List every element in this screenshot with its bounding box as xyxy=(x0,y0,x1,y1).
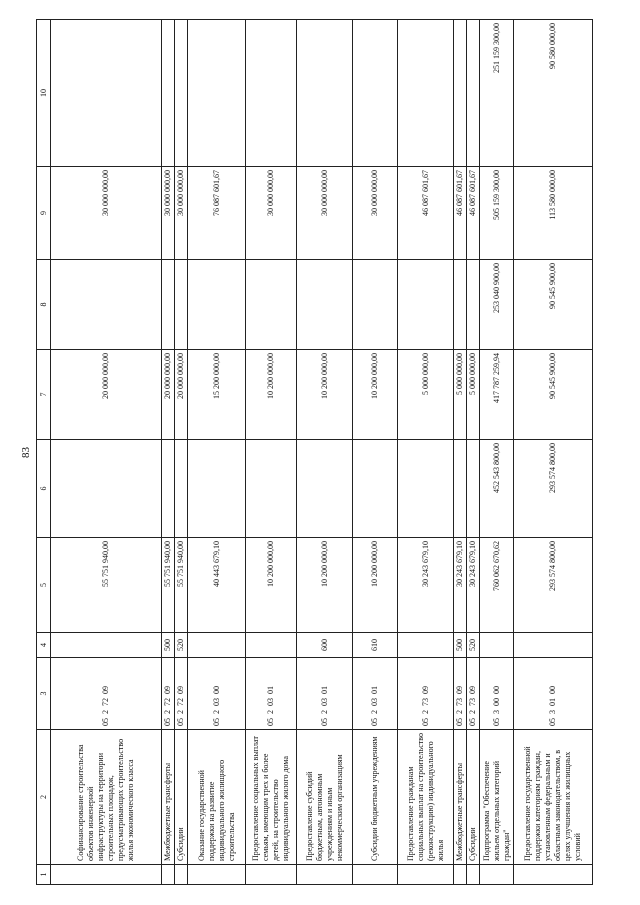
budget-table xyxy=(36,19,593,885)
row-value-cell xyxy=(398,260,454,350)
row-vr-cell: 500 xyxy=(162,633,175,658)
row-value-cell: 20 000 000,00 xyxy=(162,350,175,440)
row-value-cell: 30 000 000,00 xyxy=(162,167,175,260)
row-code-cell: 05 2 73 09 xyxy=(454,658,467,730)
row-vr-cell xyxy=(514,633,593,658)
row-name-cell: Межбюджетные трансферты xyxy=(162,730,175,865)
row-value-cell: 46 087 601,67 xyxy=(467,167,480,260)
table-row xyxy=(467,20,480,885)
row-marker-cell xyxy=(246,865,297,885)
row-value-cell: 55 751 940,00 xyxy=(175,538,188,633)
row-value-cell xyxy=(398,20,454,167)
row-value-cell: 30 000 000,00 xyxy=(246,167,297,260)
row-value-cell: 30 243 679,10 xyxy=(398,538,454,633)
row-value-cell xyxy=(467,260,480,350)
header-cell: 1 xyxy=(37,865,51,885)
row-marker-cell xyxy=(175,865,188,885)
row-vr-cell xyxy=(51,633,162,658)
row-vr-cell xyxy=(398,633,454,658)
row-name-cell: Субсидии xyxy=(175,730,188,865)
row-value-cell xyxy=(297,260,353,350)
row-value-cell xyxy=(246,440,297,538)
row-name-cell: Межбюджетные трансферты xyxy=(454,730,467,865)
row-value-cell xyxy=(297,20,353,167)
row-value-cell xyxy=(188,260,246,350)
header-cell: 6 xyxy=(37,440,51,538)
row-code-cell: 05 2 03 01 xyxy=(297,658,353,730)
row-value-cell xyxy=(188,440,246,538)
row-code-cell: 05 3 01 00 xyxy=(514,658,593,730)
table-row xyxy=(398,20,454,885)
header-cell: 10 xyxy=(37,20,51,167)
row-value-cell: 293 574 800,00 xyxy=(514,440,593,538)
row-name-cell: Софинансирование строительства объектов инженерной инфраструктуры на территории строительных площадок, предусматривающих строительство жилья экономического класса xyxy=(51,730,162,865)
table-row xyxy=(480,20,514,885)
row-value-cell xyxy=(246,260,297,350)
row-value-cell: 293 574 800,00 xyxy=(514,538,593,633)
row-value-cell xyxy=(297,440,353,538)
row-value-cell: 20 000 000,00 xyxy=(175,350,188,440)
row-vr-cell xyxy=(246,633,297,658)
row-value-cell: 46 087 601,67 xyxy=(454,167,467,260)
row-value-cell xyxy=(162,20,175,167)
row-value-cell: 90 580 000,00 xyxy=(514,20,593,167)
table-row xyxy=(246,20,297,885)
page-number: 83 xyxy=(20,447,32,458)
row-marker-cell xyxy=(398,865,454,885)
row-value-cell: 452 543 800,00 xyxy=(480,440,514,538)
row-marker-cell xyxy=(51,865,162,885)
row-value-cell xyxy=(51,260,162,350)
row-vr-cell: 520 xyxy=(467,633,480,658)
row-value-cell xyxy=(398,440,454,538)
header-row xyxy=(37,20,51,885)
header-cell: 3 xyxy=(37,658,51,730)
row-name-cell: Субсидии бюджетным учреждениям xyxy=(353,730,398,865)
row-vr-cell: 610 xyxy=(353,633,398,658)
row-value-cell: 251 159 300,00 xyxy=(480,20,514,167)
row-value-cell: 90 545 900,00 xyxy=(514,260,593,350)
table-row xyxy=(353,20,398,885)
row-value-cell: 505 159 300,00 xyxy=(480,167,514,260)
row-value-cell: 10 200 000,00 xyxy=(246,538,297,633)
row-code-cell: 05 2 73 09 xyxy=(398,658,454,730)
row-value-cell xyxy=(175,260,188,350)
row-code-cell: 05 3 00 00 xyxy=(480,658,514,730)
row-name-cell: Предоставление гражданам социальных выплат на строительство (реконструкцию) индивидуального жилья xyxy=(398,730,454,865)
row-value-cell: 20 000 000,00 xyxy=(51,350,162,440)
row-value-cell: 46 087 601,67 xyxy=(398,167,454,260)
row-value-cell: 760 062 670,62 xyxy=(480,538,514,633)
table-row xyxy=(175,20,188,885)
row-marker-cell xyxy=(467,865,480,885)
row-value-cell: 76 087 601,67 xyxy=(188,167,246,260)
row-value-cell: 30 000 000,00 xyxy=(175,167,188,260)
header-cell: 5 xyxy=(37,538,51,633)
header-cell: 7 xyxy=(37,350,51,440)
row-value-cell xyxy=(353,260,398,350)
row-name-cell: Предоставление субсидий бюджетным, автономным учреждениям и иным некоммерческим организациям xyxy=(297,730,353,865)
row-value-cell: 15 200 000,00 xyxy=(188,350,246,440)
row-value-cell xyxy=(162,260,175,350)
row-value-cell xyxy=(175,20,188,167)
row-code-cell: 05 2 72 09 xyxy=(175,658,188,730)
row-value-cell: 40 443 679,10 xyxy=(188,538,246,633)
row-code-cell: 05 2 03 00 xyxy=(188,658,246,730)
row-value-cell: 30 243 679,10 xyxy=(454,538,467,633)
row-value-cell xyxy=(467,20,480,167)
table-row xyxy=(514,20,593,885)
row-code-cell: 05 2 72 09 xyxy=(162,658,175,730)
row-value-cell: 253 040 900,00 xyxy=(480,260,514,350)
row-marker-cell xyxy=(454,865,467,885)
row-value-cell: 5 000 000,00 xyxy=(398,350,454,440)
row-value-cell: 30 243 679,10 xyxy=(467,538,480,633)
row-value-cell: 30 000 000,00 xyxy=(297,167,353,260)
header-cell: 4 xyxy=(37,633,51,658)
row-vr-cell xyxy=(188,633,246,658)
row-value-cell xyxy=(162,440,175,538)
row-value-cell: 10 200 000,00 xyxy=(353,350,398,440)
table-row xyxy=(188,20,246,885)
row-name-cell: Предоставление социальных выплат семьям, имеющим трех и более детей, на строительство индивидуального жилого дома xyxy=(246,730,297,865)
row-vr-cell: 520 xyxy=(175,633,188,658)
row-marker-cell xyxy=(297,865,353,885)
row-value-cell xyxy=(175,440,188,538)
row-value-cell xyxy=(454,20,467,167)
row-name-cell: Подпрограмма "Обеспечение жильем отдельных категорий граждан" xyxy=(480,730,514,865)
row-vr-cell: 600 xyxy=(297,633,353,658)
row-name-cell: Оказание государственной поддержки на развитие индивидуального жилищного строительства xyxy=(188,730,246,865)
row-marker-cell xyxy=(514,865,593,885)
header-cell: 2 xyxy=(37,730,51,865)
row-name-cell: Субсидии xyxy=(467,730,480,865)
row-value-cell: 113 580 000,00 xyxy=(514,167,593,260)
table-row xyxy=(51,20,162,885)
table-row xyxy=(162,20,175,885)
row-marker-cell xyxy=(162,865,175,885)
row-value-cell xyxy=(467,440,480,538)
row-value-cell xyxy=(353,440,398,538)
row-value-cell: 10 200 000,00 xyxy=(297,350,353,440)
row-value-cell xyxy=(454,260,467,350)
row-value-cell: 10 200 000,00 xyxy=(353,538,398,633)
row-code-cell: 05 2 73 09 xyxy=(467,658,480,730)
row-value-cell: 10 200 000,00 xyxy=(297,538,353,633)
row-value-cell xyxy=(188,20,246,167)
row-value-cell: 417 787 259,94 xyxy=(480,350,514,440)
row-value-cell: 55 751 940,00 xyxy=(51,538,162,633)
row-value-cell: 30 000 000,00 xyxy=(51,167,162,260)
row-value-cell xyxy=(454,440,467,538)
row-value-cell: 90 545 900,00 xyxy=(514,350,593,440)
row-value-cell: 10 200 000,00 xyxy=(246,350,297,440)
row-value-cell xyxy=(51,440,162,538)
row-code-cell: 05 2 03 01 xyxy=(246,658,297,730)
row-value-cell: 5 000 000,00 xyxy=(467,350,480,440)
row-code-cell: 05 2 03 01 xyxy=(353,658,398,730)
header-cell: 8 xyxy=(37,260,51,350)
row-value-cell: 55 751 940,00 xyxy=(162,538,175,633)
row-code-cell: 05 2 72 09 xyxy=(51,658,162,730)
row-value-cell: 30 000 000,00 xyxy=(353,167,398,260)
row-value-cell: 5 000 000,00 xyxy=(454,350,467,440)
table-row xyxy=(454,20,467,885)
row-value-cell xyxy=(246,20,297,167)
row-marker-cell xyxy=(353,865,398,885)
row-value-cell xyxy=(353,20,398,167)
header-cell: 9 xyxy=(37,167,51,260)
row-vr-cell: 500 xyxy=(454,633,467,658)
row-vr-cell xyxy=(480,633,514,658)
row-name-cell: Предоставление государственной поддержки категориям граждан, установленным федеральным и областным законодательством, в целях улучшения их жилищных условий xyxy=(514,730,593,865)
row-value-cell xyxy=(51,20,162,167)
row-marker-cell xyxy=(480,865,514,885)
rotated-content xyxy=(20,20,582,885)
row-marker-cell xyxy=(188,865,246,885)
table-row xyxy=(297,20,353,885)
